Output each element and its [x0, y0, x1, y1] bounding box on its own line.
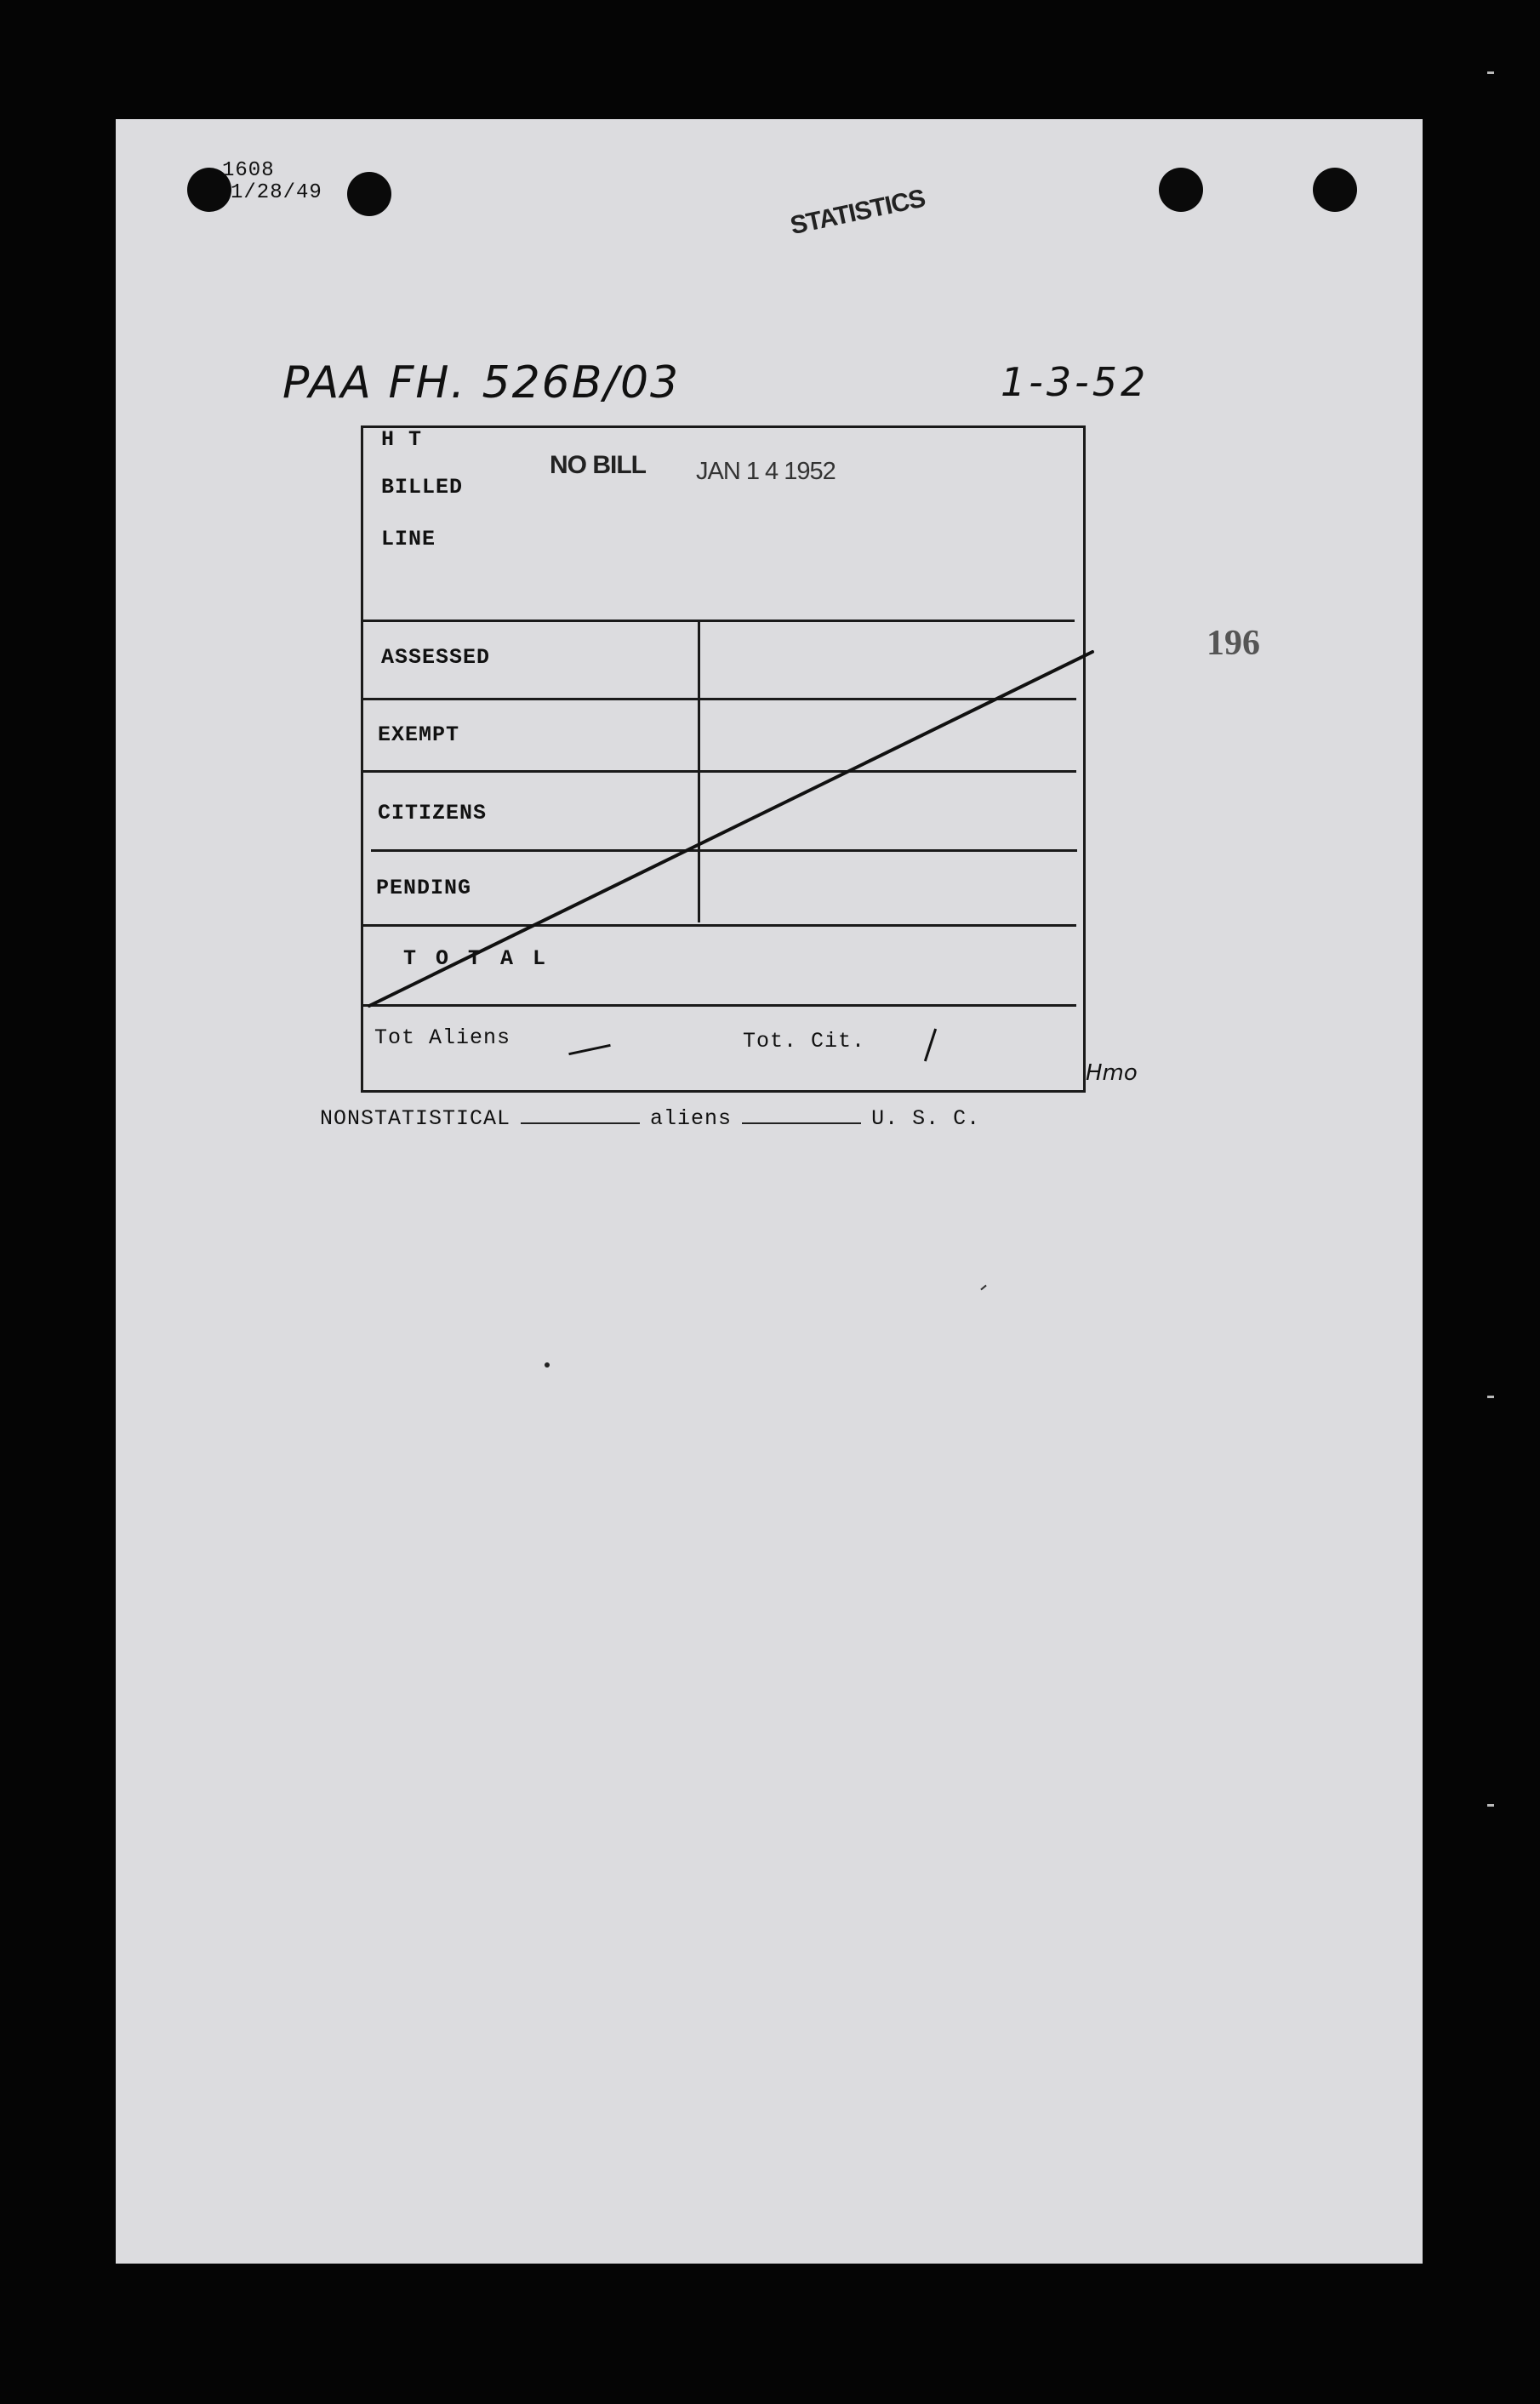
date-stamp: JAN 1 4 1952 — [696, 458, 836, 485]
speck — [980, 1285, 986, 1291]
top-left-note-line2: 1/28/49 — [231, 181, 322, 204]
tot-aliens-label: Tot Aliens — [374, 1025, 511, 1050]
form-line: LINE — [381, 527, 436, 551]
row-label-assessed: ASSESSED — [381, 645, 491, 670]
usc-label: U. S. C. — [871, 1106, 981, 1131]
document-page — [116, 119, 1423, 2264]
margin-speck — [1487, 1396, 1494, 1398]
top-left-note-line1: 1608 — [222, 159, 275, 182]
speck — [545, 1362, 550, 1368]
page-number: 196 — [1206, 624, 1260, 663]
aliens-blank — [521, 1122, 640, 1124]
form-billed: BILLED — [381, 475, 464, 500]
form-ht: H T — [381, 427, 423, 452]
nonstatistical-line — [320, 1106, 980, 1131]
margin-speck — [1487, 1804, 1494, 1807]
usc-blank — [742, 1122, 861, 1124]
diagonal-cancel-line — [116, 119, 1423, 1140]
aliens-label: aliens — [650, 1106, 733, 1131]
margin-speck — [1487, 71, 1494, 74]
row-label-pending: PENDING — [376, 876, 472, 900]
no-bill-stamp: NO BILL — [550, 451, 646, 479]
statistics-stamp: STATISTICS — [788, 184, 927, 241]
row-label-citizens: CITIZENS — [378, 801, 488, 825]
nonstatistical-label: NONSTATISTICAL — [320, 1106, 511, 1131]
handwritten-flight: PAA FH. 526B/03 — [282, 357, 681, 408]
row-label-total: T O T A L — [403, 946, 550, 971]
tot-cit-label: Tot. Cit. — [743, 1029, 866, 1054]
handwritten-date: 1-3-52 — [1001, 359, 1149, 405]
handwritten-initials: Hmo — [1086, 1060, 1138, 1086]
row-label-exempt: EXEMPT — [378, 722, 460, 747]
